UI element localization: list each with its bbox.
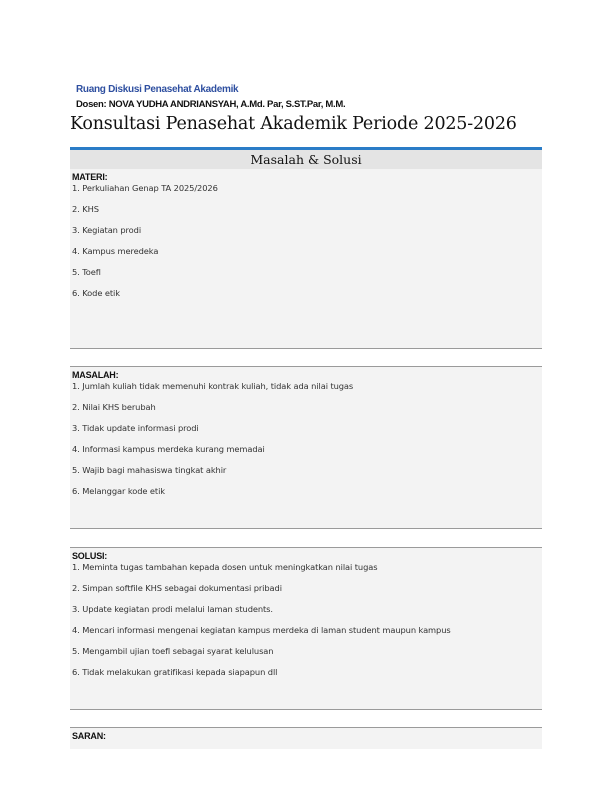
list-item: 6. Melanggar kode etik [72,486,165,496]
section-title: SARAN: [72,731,106,741]
item-list [72,562,542,688]
section-materi [70,169,542,349]
section-title: MATERI: [72,172,108,182]
list-item: 2. Nilai KHS berubah [72,402,156,412]
item-list [72,183,542,309]
section-separator [70,710,542,728]
list-item: 1. Jumlah kuliah tidak memenuhi kontrak kuliah, tidak ada nilai tugas [72,381,354,391]
consultation-table [70,147,542,749]
list-item: 6. Tidak melakukan gratifikasi kepada siapapun dll [72,667,278,677]
section-title: MASALAH: [72,370,119,380]
section-saran [70,728,542,749]
list-item: 1. Perkuliahan Genap TA 2025/2026 [72,183,218,193]
section-solusi [70,548,542,710]
list-item: 5. Toefl [72,267,101,277]
list-item: 3. Tidak update informasi prodi [72,423,199,433]
section-masalah [70,367,542,529]
document-header [76,84,345,110]
list-item: 4. Kampus meredeka [72,246,159,256]
list-item: 6. Kode etik [72,288,120,298]
room-title: Ruang Diskusi Penasehat Akademik [76,84,239,95]
lecturer-name: Dosen: NOVA YUDHA ANDRIANSYAH, A.Md. Par, S.ST.Par, M.M. [76,99,346,110]
section-title: SOLUSI: [72,551,108,561]
section-separator [70,349,542,367]
list-item: 4. Informasi kampus merdeka kurang memadai [72,444,265,454]
list-item: 1. Meminta tugas tambahan kepada dosen untuk meningkatkan nilai tugas [72,562,378,572]
list-item: 3. Update kegiatan prodi melalui laman students. [72,604,273,614]
list-item: 4. Mencari informasi mengenai kegiatan kampus merdeka di laman student maupun kampus [72,625,451,635]
table-header: Masalah & Solusi [70,147,542,169]
list-item: 5. Wajib bagi mahasiswa tingkat akhir [72,465,227,475]
list-item: 3. Kegiatan prodi [72,225,142,235]
list-item: 2. KHS [72,204,99,214]
section-separator [70,529,542,548]
page-title: Konsultasi Penasehat Akademik Periode 2025-2026 [70,114,517,134]
list-item: 2. Simpan softfile KHS sebagai dokumentasi pribadi [72,583,282,593]
list-item: 5. Mengambil ujian toefl sebagai syarat kelulusan [72,646,274,656]
item-list [72,381,542,507]
